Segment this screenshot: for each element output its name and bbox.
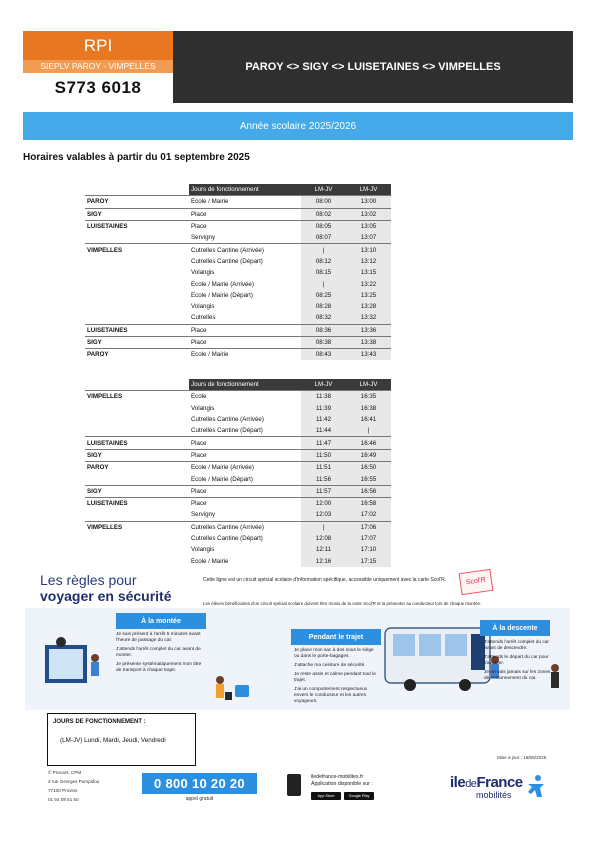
timetable-afternoon [85,379,391,567]
stop-cell: Cutrelles Cantine (Arrivée) [191,416,264,424]
table-row [85,220,391,232]
ride-card-body [294,648,378,708]
table-row [85,485,391,497]
table-row [85,544,391,555]
line-name: SIEPLV PAROY - VIMPELLES [23,60,173,73]
time-cell: 13:28 [346,301,391,312]
time-cell: 13:15 [346,267,391,278]
time-cell: 08:28 [301,301,346,312]
boarding-card-body [116,632,206,677]
town-cell [85,267,189,278]
table-row [85,449,391,461]
bus-seat-icon [235,685,249,697]
stop-cell: Volangis [191,546,215,554]
time-cell: 17:10 [346,544,391,555]
app-availability: Application disponible sur : [311,781,373,787]
operator-line: 2 rue Georges Pompidou [48,779,100,784]
time-cell: 08:38 [301,336,346,348]
time-cell: | [301,244,346,256]
time-cell: | [346,425,391,437]
time-cell: 16:38 [346,403,391,414]
time-cell: 12:03 [301,509,346,521]
operator-line: © Procars, CPM [48,770,82,775]
time-cell: 08:25 [301,290,346,301]
stop-cell: Ecole / Mairie [189,349,301,361]
table-row [85,437,391,449]
bus-window [419,634,441,656]
time-cell: 08:02 [301,208,346,220]
town-cell: PAROY [85,462,189,474]
table-row [85,555,391,566]
time-cell: 08:15 [301,267,346,278]
table-row [85,521,391,533]
time-cell: 16:55 [346,473,391,485]
time-cell: 13:02 [346,208,391,220]
rule-item: J'attends le départ du car pour traverser. [484,655,549,666]
stop-cell: Cutrelles Cantine (Départ) [191,427,263,435]
table-row [85,278,391,289]
town-cell: SIGY [85,449,189,461]
hotline-note: appel gratuit [185,796,214,802]
time-cell: 08:00 [301,196,346,208]
time-cell: 11:56 [301,473,346,485]
time-cell: 08:12 [301,256,346,267]
boarding-card-title: À la montée [116,613,206,629]
time-cell: 13:07 [346,232,391,244]
operating-days-title: JOURS DE FONCTIONNEMENT : [53,719,146,725]
time-cell: 12:16 [301,555,346,566]
table-row [85,208,391,220]
time-cell: 17:02 [346,509,391,521]
town-cell: VIMPELLES [85,521,189,533]
driver-head [56,637,66,647]
stop-cell: Cutrelles Cantine (Départ) [191,257,263,265]
town-cell: SIGY [85,208,189,220]
stop-cell: Ecole / Mairie (Départ) [191,475,253,483]
town-cell [85,301,189,312]
stop-cell: Place [189,336,301,348]
town-cell [85,509,189,521]
table-row [85,497,391,509]
time-cell: 13:12 [346,256,391,267]
table-row [85,232,391,244]
rule-item: Je présente systématiquement mon titre de transport à chaque trajet. [116,662,202,673]
town-cell [85,403,189,414]
time-cell: 17:15 [346,555,391,566]
time-cell: 11:44 [301,425,346,437]
website-link[interactable]: iledefrance-mobilites.fr [311,774,364,780]
time-cell: 08:43 [301,349,346,361]
ride-card-title: Pendant le trajet [291,629,381,645]
update-date: Mise à jour : 18/06/2025 [497,755,547,760]
column-header-days: Jours de fonctionnement [189,184,301,196]
table-row [85,312,391,324]
time-cell: 08:05 [301,220,346,232]
time-cell: 16:56 [346,485,391,497]
stop-cell: Place [189,208,301,220]
shelter-window [49,649,83,679]
rule-item: Je ne vais jamais sur les zones de stationnement du car. [484,670,551,681]
operating-days-box [47,713,196,766]
time-cell: 13:36 [346,324,391,336]
table-row [85,462,391,474]
rule-item: Je reste assis et calme pendant tout le trajet. [294,672,376,683]
route-title: PAROY <> SIGY <> LUISETAINES <> VIMPELLES [173,31,573,103]
table-row [85,414,391,425]
time-cell: 08:36 [301,324,346,336]
bus-door [471,634,485,670]
table-row [85,290,391,301]
student-head [91,654,99,662]
time-cell: 12:11 [301,544,346,555]
table-row [85,244,391,256]
hotline-number[interactable]: 0 800 10 20 20 [142,773,257,794]
time-cell: | [301,278,346,289]
time-cell: 16:49 [346,449,391,461]
rule-item: J'ai un comportement respectueux envers le conducteur et les autres voyageurs. [294,687,368,704]
town-cell [85,533,189,544]
town-cell: SIGY [85,485,189,497]
stop-cell: Ecole / Mairie (Arrivée) [191,280,254,288]
town-cell: SIGY [85,336,189,348]
time-cell: 11:57 [301,485,346,497]
stop-cell: Place [189,485,301,497]
town-cell: PAROY [85,196,189,208]
stop-cell: Volangis [191,269,215,277]
line-badge [23,31,173,103]
rule-item: Je place mon sac à dos sous le siège ou dans le porte-bagages. [294,648,374,659]
bus-wheel [404,679,416,691]
time-cell: 13:25 [346,290,391,301]
time-cell: 13:05 [346,220,391,232]
student-body [216,684,224,698]
stop-cell: Cutrelles [191,314,216,322]
stop-cell: Cutrelles Cantine (Arrivée) [189,521,301,533]
google-play-badge[interactable]: Google Play [344,792,374,800]
time-cell: 13:38 [346,336,391,348]
town-cell [85,555,189,566]
stop-cell: Ecole / Mairie (Arrivée) [189,462,301,474]
time-cell: 17:06 [346,521,391,533]
stop-cell: Place [189,497,301,509]
brand-label: RPI [23,31,173,60]
table-row [85,324,391,336]
time-cell: 13:32 [346,312,391,324]
app-store-badge[interactable]: App Store [311,792,341,800]
time-cell: | [301,521,346,533]
stop-cell: Volangis [191,303,215,311]
town-cell [85,256,189,267]
time-cell: 17:07 [346,533,391,544]
column-header-trip: LM-JV [301,379,346,391]
table-row [85,349,391,361]
bus-wheel [459,679,471,691]
table-row [85,267,391,278]
operating-days-text: (LM-JV) Lundi, Mardi, Jeudi, Vendredi [60,737,166,744]
timetable-morning [85,184,391,360]
stop-cell: Place [189,220,301,232]
stop-cell: Cutrelles Cantine (Départ) [191,535,263,542]
luggage-icon [225,692,232,700]
stop-cell: Place [189,437,301,449]
stop-cell: Cutrelles Cantine (Arrivée) [189,244,301,256]
stop-cell: Servigny [191,511,216,519]
phone-icon [287,774,301,796]
stop-cell: Ecole [189,391,301,403]
time-cell: 16:46 [346,437,391,449]
table-row [85,403,391,414]
time-cell: 16:50 [346,462,391,474]
table-row [85,391,391,403]
town-cell [85,312,189,324]
stop-cell: Place [189,449,301,461]
stop-cell: Place [189,324,301,336]
alighting-card-title: À la descente [480,620,550,636]
rule-item: Je suis présent à l'arrêt 5 minutes avant l'heure de passage du car. [116,632,201,643]
student-body [91,662,99,676]
table-row [85,301,391,312]
town-cell [85,278,189,289]
town-cell: LUISETAINES [85,220,189,232]
town-cell: VIMPELLES [85,244,189,256]
time-cell: 08:32 [301,312,346,324]
scolr-requirement-note: Les élèves bénéficiaires d'un circuit spécial scolaire doivent être munis de la carte Scol'R et la présenter au conducteur lors de chaque montée. [203,601,482,606]
town-cell [85,290,189,301]
stop-cell: Ecole / Mairie [189,196,301,208]
column-header-trip: LM-JV [346,184,391,196]
town-cell [85,544,189,555]
stop-cell: Servigny [191,234,216,242]
time-cell: 13:22 [346,278,391,289]
scolr-logo: Scol'R [459,569,494,595]
rule-item: J'attends l'arrêt complet du car avant de descendre. [484,640,550,651]
scolr-note: Cette ligne est un circuit spécial scolaire d'information spécifique, accessible uniquement avec la carte Scol'R. [203,577,447,583]
table-row [85,425,391,437]
time-cell: 13:10 [346,244,391,256]
alighting-card-body [484,640,554,685]
time-cell: 11:47 [301,437,346,449]
town-cell: PAROY [85,349,189,361]
town-cell: VIMPELLES [85,391,189,403]
table-row [85,196,391,208]
time-cell: 12:08 [301,533,346,544]
time-cell: 11:51 [301,462,346,474]
time-cell: 11:50 [301,449,346,461]
time-cell: 11:39 [301,403,346,414]
town-cell [85,473,189,485]
time-cell: 16:58 [346,497,391,509]
idf-mobilites-icon [526,774,548,798]
time-cell: 13:43 [346,349,391,361]
rule-item: J'attache ma ceinture de sécurité. [294,663,366,668]
stop-cell: Ecole / Mairie (Départ) [191,291,253,299]
table-row [85,256,391,267]
table-row [85,336,391,348]
column-header-days: Jours de fonctionnement [189,379,301,391]
bus-window [445,634,467,656]
time-cell: 13:00 [346,196,391,208]
school-year-banner: Année scolaire 2025/2026 [23,112,573,140]
operator-line: 01 64 08 51 50 [48,797,79,802]
rule-item: J'attends l'arrêt complet du car avant de monter. [116,647,201,658]
column-header-trip: LM-JV [301,184,346,196]
operator-contact [48,768,99,804]
time-cell: 12:00 [301,497,346,509]
table-row [85,473,391,485]
time-cell: 11:38 [301,391,346,403]
rules-heading-line1: Les règles pour [40,572,137,588]
table-row [85,509,391,521]
operator-line: 77100 Provins [48,788,78,793]
student-head [216,676,224,684]
town-cell: LUISETAINES [85,437,189,449]
column-header-trip: LM-JV [346,379,391,391]
stop-cell: Volangis [191,404,215,412]
table-row [85,533,391,544]
line-code: S773 6018 [23,73,173,103]
town-cell [85,232,189,244]
validity-text: Horaires valables à partir du 01 septembre 2025 [23,152,250,163]
town-cell [85,414,189,425]
bus-window [393,634,415,656]
time-cell: 11:42 [301,414,346,425]
time-cell: 16:41 [346,414,391,425]
rules-heading-line2: voyager en sécurité [40,588,172,604]
town-cell [85,425,189,437]
town-cell: LUISETAINES [85,324,189,336]
town-cell: LUISETAINES [85,497,189,509]
stop-cell: Ecole / Mairie [191,557,229,565]
time-cell: 16:35 [346,391,391,403]
time-cell: 08:07 [301,232,346,244]
